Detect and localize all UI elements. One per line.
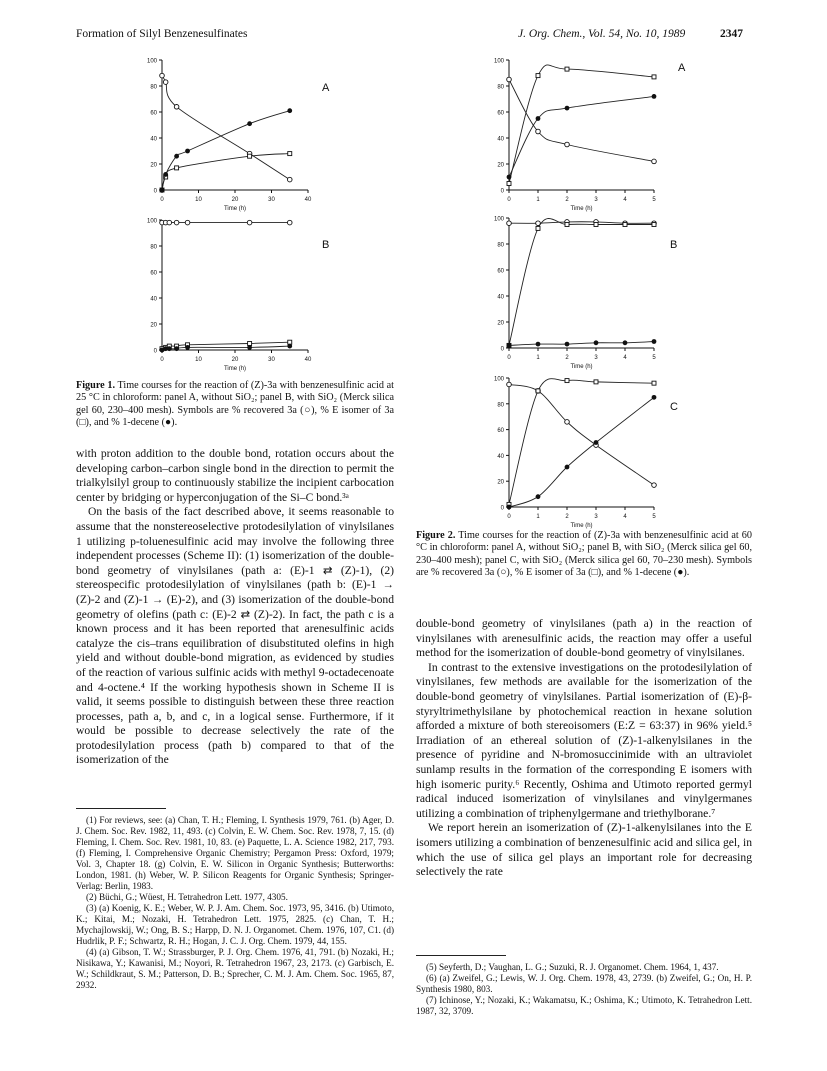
p1-y-tick-label: 0 bbox=[153, 348, 157, 355]
p4-point-open-square bbox=[565, 379, 569, 383]
figure1-caption-text: Time courses for the reaction of (Z)-3a with benzenesulfinic acid at 25 °C in chloroform: panel A, without SiO₂; panel B, with SiO₂ (Merck silica gel 60, 230–400 mesh). Symbols are % recovered 3a (○), % E isomer of 3a (□), and % 1-decene (●). bbox=[76, 380, 394, 429]
p1-series-1-curve bbox=[162, 342, 290, 349]
figure1-caption-label: Figure 1. bbox=[76, 380, 115, 391]
p4-series-1-curve bbox=[509, 379, 654, 505]
footnote-6: (6) (a) Zweifel, G.; Lewis, W. J. Org. Chem. 1978, 43, 2739. (b) Zweifel, G.; On, H. P. Synthesis 1980, 803. bbox=[416, 973, 752, 994]
p2-x-tick-label: 1 bbox=[536, 197, 540, 203]
p3-x-axis-label: Time (h) bbox=[570, 364, 593, 370]
p1-x-tick-label: 30 bbox=[268, 357, 275, 363]
p2-point-filled-circle bbox=[565, 106, 570, 111]
p1-point-filled-circle bbox=[160, 348, 165, 353]
footnote-4: (4) (a) Gibson, T. W.; Strassburger, P. J. Org. Chem. 1976, 41, 791. (b) Nozaki, H.; Nisikawa, Y.; Kawanisi, M.; Noyori, R. Tetrahedron 1967, 23, 2173. (c) Garbisch, E. W.; Schildkraut, S. M.; Patterson, D. B.; Sprecher, C. M. J. Am. Chem. Soc. 1965, 87, 2932. bbox=[76, 947, 394, 990]
figure2-caption bbox=[416, 530, 752, 580]
p0-point-open-square bbox=[160, 188, 164, 192]
p0-point-filled-circle bbox=[185, 149, 190, 154]
p1-x-axis-label: Time (h) bbox=[223, 366, 247, 372]
p4-point-filled-circle bbox=[652, 395, 657, 400]
p1-point-filled-circle bbox=[174, 346, 179, 351]
p3-series-0-curve bbox=[509, 222, 654, 224]
figure2-caption-label: Figure 2. bbox=[416, 530, 456, 541]
p4-point-open-square bbox=[594, 380, 598, 384]
p0-point-filled-circle bbox=[163, 172, 168, 177]
p1-point-open-circle bbox=[247, 220, 252, 225]
p3-point-open-square bbox=[507, 343, 511, 347]
right-paragraph-2: In contrast to the extensive investigations on the protodesilylation of vinylsilanes, few methods are available for the isomerization of the double-bond geometry of vinylsilanes. Partial isomerization of (E)-β-styryltrimethylsilane by photochemical reaction in hexane solution afforded a mixture of both stereoisomers (E:Z = 63:37) in 96% yield.⁵ Irradiation of an ethereal solution of (Z)-1-alkenylsilanes in the presence of pyridine and N-bromosuccinimide with an ultraviolet sunlamp results in the formation of the corresponding E isomers with high isomeric purity.⁶ Recently, Oshima and Utimoto reported germyl radical induced isomerization of vinylsilanes and vinylgermanes utilizing a combination of triphenylgermane and triethylborane.⁷ bbox=[416, 660, 752, 820]
p4-series-2-curve bbox=[509, 397, 654, 507]
p1-point-open-square bbox=[167, 344, 171, 348]
p0-x-tick-label: 10 bbox=[195, 197, 202, 203]
p0-y-tick-label: 80 bbox=[150, 84, 157, 91]
journal-citation: J. Org. Chem., Vol. 54, No. 10, 1989 bbox=[518, 28, 686, 40]
p4-x-tick-label: 1 bbox=[536, 514, 540, 520]
p4-point-open-circle bbox=[594, 443, 599, 448]
p1-point-filled-circle bbox=[163, 346, 168, 351]
p2-x-tick-label: 4 bbox=[623, 197, 627, 203]
p1-y-tick-label: 40 bbox=[150, 296, 157, 303]
p4-y-tick-label: 40 bbox=[497, 453, 504, 460]
p1-point-open-circle bbox=[185, 220, 190, 225]
p2-point-open-square bbox=[536, 74, 540, 78]
p3-y-tick-label: 20 bbox=[497, 320, 504, 327]
p2-series-0-curve bbox=[509, 80, 654, 162]
p3-point-filled-circle bbox=[623, 340, 628, 345]
page-number: 2347 bbox=[720, 28, 743, 40]
p3-point-open-circle bbox=[507, 221, 512, 226]
p0-point-open-circle bbox=[174, 105, 179, 110]
p2-x-tick-label: 5 bbox=[652, 197, 656, 203]
p4-x-axis-label: Time (h) bbox=[570, 523, 593, 529]
p1-point-open-circle bbox=[287, 220, 292, 225]
footnote-1: (1) For reviews, see: (a) Chan, T. H.; Fleming, I. Synthesis 1979, 761. (b) Ager, D. J. Chem. Soc. Rev. 1982, 11, 493. (c) Colvin, E. W. Chem. Soc. Rev. 1978, 7, 15. (d) Fleming, I. Chem. Soc. Rev. 1981, 10, 83. (e) Paquette, L. A. Science 1982, 217, 793. (f) Fleming, I. Comprehensive Organic Chemistry; Pergamon Press: Oxford, 1979; Vol. 3, Chapter 18. (g) Colvin, E. W. Silicon in Organic Synthesis; Butterworths: London, 1981. (h) Weber, W. P. Silicon Reagents for Organic Synthesis; Springer-Verlag: Berlin, 1983. bbox=[76, 815, 394, 891]
p1-point-filled-circle bbox=[247, 345, 252, 350]
p0-x-axis-label: Time (h) bbox=[223, 206, 247, 212]
p2-y-tick-label: 40 bbox=[497, 136, 504, 143]
p2-point-filled-circle bbox=[536, 116, 541, 121]
p1-point-open-square bbox=[175, 344, 179, 348]
p0-y-tick-label: 20 bbox=[150, 162, 157, 169]
p1-point-filled-circle bbox=[167, 346, 172, 351]
p2-point-open-circle bbox=[565, 142, 570, 147]
p1-point-open-circle bbox=[174, 220, 179, 225]
p1-point-open-square bbox=[186, 343, 190, 347]
p3-point-filled-circle bbox=[536, 342, 541, 347]
p2-y-tick-label: 80 bbox=[497, 84, 504, 91]
p1-x-tick-label: 10 bbox=[195, 357, 202, 363]
p3-point-open-square bbox=[652, 223, 656, 227]
footnote-7: (7) Ichinose, Y.; Nozaki, K.; Wakamatsu, K.; Oshima, K.; Utimoto, K. Tetrahedron Lett. 1987, 32, 3709. bbox=[416, 995, 752, 1016]
p0-series-1-curve bbox=[162, 154, 290, 190]
p4-panel-label: C bbox=[670, 401, 678, 413]
running-head: Formation of Silyl Benzenesulfinates bbox=[76, 28, 248, 40]
figure1-caption bbox=[76, 380, 394, 430]
p3-x-tick-label: 2 bbox=[565, 355, 569, 361]
p1-point-filled-circle bbox=[185, 345, 190, 350]
p1-point-open-square bbox=[160, 347, 164, 351]
p0-point-open-square bbox=[288, 152, 292, 156]
p0-series-0-curve bbox=[162, 76, 290, 180]
p3-point-open-square bbox=[565, 223, 569, 227]
right-paragraph-1: double-bond geometry of vinylsilanes (path a) in the reaction of vinylsilanes with arenesulfinic acids, the reaction may offer a useful method for the isomerization of double-bond geometry of vinylsilanes. bbox=[416, 617, 752, 660]
p2-point-open-circle bbox=[652, 159, 657, 164]
left-paragraph-2: On the basis of the fact described above, it seems reasonable to assume that the nonstereoselective protodesilylation of vinylsilanes 1 utilizing p-toluenesulfinic acid may involve the following three independent processes (Scheme II): (1) isomerization of the double-bond geometry of vinylsilanes (path a: (E)-1 ⇄ (Z)-1), (2) stereospecific protodesilylation of vinylsilanes (path b: (E)-1 → (Z)-2 and (Z)-1 → (E)-2), and (3) isomerization of the double-bond geometry of olefins (path c: (E)-2 ⇄ (Z)-2). In fact, the path c is a known process and it has been reported that arenesulfinic acids catalyze the cis–trans equilibration of disubstituted olefins in high yield and without double-bond migration, as evidenced by studies of the reaction of various sulfinic acids with methyl 9-octadecenoate and 4-octene.⁴ If the working hypothesis shown in Scheme II is valid, it seems possible to distinguish between these three reaction processes, path a, b, and c, in a logical sense. Furthermore, if it would be possible to decrease selectively the rate of the protodesilylation process (path b) compared to that of the isomerization of the bbox=[76, 505, 394, 767]
p3-point-open-square bbox=[594, 223, 598, 227]
p1-point-open-circle bbox=[160, 220, 165, 225]
p4-x-tick-label: 5 bbox=[652, 514, 656, 520]
p4-point-open-circle bbox=[565, 420, 570, 425]
p3-y-tick-label: 0 bbox=[500, 346, 504, 353]
p4-x-tick-label: 4 bbox=[623, 514, 627, 520]
p3-point-filled-circle bbox=[652, 339, 657, 344]
p2-point-open-circle bbox=[507, 77, 512, 82]
p2-series-1-curve bbox=[509, 65, 654, 184]
p0-point-open-square bbox=[164, 175, 168, 179]
p4-x-tick-label: 0 bbox=[507, 514, 511, 520]
p3-x-tick-label: 4 bbox=[623, 355, 627, 361]
p0-x-tick-label: 20 bbox=[231, 197, 239, 203]
p0-point-open-circle bbox=[160, 73, 165, 78]
p3-x-tick-label: 5 bbox=[652, 355, 656, 361]
p3-x-tick-label: 1 bbox=[536, 355, 540, 361]
p2-x-tick-label: 3 bbox=[594, 197, 598, 203]
p2-point-open-square bbox=[565, 67, 569, 71]
p4-y-tick-label: 80 bbox=[497, 402, 504, 409]
p0-y-tick-label: 100 bbox=[146, 58, 157, 65]
p4-y-tick-label: 100 bbox=[493, 376, 504, 383]
left-column-body bbox=[76, 447, 394, 768]
p2-point-filled-circle bbox=[507, 175, 512, 180]
footnote-rule-right bbox=[416, 955, 506, 956]
p4-y-tick-label: 0 bbox=[500, 505, 504, 512]
p1-panel-label: B bbox=[322, 239, 330, 251]
p2-point-filled-circle bbox=[652, 94, 657, 99]
p0-point-open-circle bbox=[247, 151, 252, 156]
p0-point-open-circle bbox=[163, 80, 168, 85]
p2-x-tick-label: 0 bbox=[507, 197, 511, 203]
p4-x-tick-label: 3 bbox=[594, 514, 598, 520]
p1-point-open-square bbox=[288, 340, 292, 344]
p3-point-filled-circle bbox=[507, 343, 512, 348]
p3-point-open-circle bbox=[623, 221, 628, 226]
p1-x-tick-label: 20 bbox=[231, 357, 239, 363]
p1-y-tick-label: 100 bbox=[146, 218, 157, 225]
p0-point-filled-circle bbox=[174, 154, 179, 159]
p3-y-tick-label: 100 bbox=[493, 216, 504, 223]
p3-panel-label: B bbox=[670, 239, 678, 251]
p0-y-tick-label: 60 bbox=[150, 110, 157, 117]
p1-y-tick-label: 60 bbox=[150, 270, 157, 277]
p0-y-tick-label: 40 bbox=[150, 136, 157, 143]
p1-x-tick-label: 0 bbox=[160, 357, 164, 363]
p0-point-filled-circle bbox=[160, 188, 165, 193]
p2-y-tick-label: 0 bbox=[500, 188, 504, 195]
p2-point-open-square bbox=[507, 182, 511, 186]
p0-y-tick-label: 0 bbox=[153, 188, 157, 195]
p0-x-tick-label: 40 bbox=[304, 197, 312, 203]
p0-x-tick-label: 0 bbox=[160, 197, 164, 203]
p1-point-open-square bbox=[164, 345, 168, 349]
p4-point-open-circle bbox=[507, 382, 512, 387]
p4-point-filled-circle bbox=[536, 494, 541, 499]
right-paragraph-3: We report herein an isomerization of (Z)-1-alkenylsilanes into the E isomers utilizing a combination of benzenesulfinic acid and silica gel, in which the use of silica gel plays an important role for decreasing selectively the rate bbox=[416, 821, 752, 879]
p3-x-tick-label: 0 bbox=[507, 355, 511, 361]
left-paragraph-1: with proton addition to the double bond, rotation occurs about the developing carbon–carbon single bond in the direction to permit the trialkylsilyl group to continuously stabilize the incipient carbocation center by bridging or hyperconjugation of the Si–C bond.³ᵃ bbox=[76, 447, 394, 504]
p2-y-tick-label: 60 bbox=[497, 110, 504, 117]
p4-point-filled-circle bbox=[565, 465, 570, 470]
footnote-5: (5) Seyferth, D.; Vaughan, L. G.; Suzuki, R. J. Organomet. Chem. 1964, 1, 437. bbox=[426, 962, 719, 972]
p2-panel-label: A bbox=[678, 62, 686, 74]
p4-point-open-circle bbox=[652, 483, 657, 488]
p1-point-open-circle bbox=[167, 220, 172, 225]
p0-point-filled-circle bbox=[247, 121, 252, 126]
p0-point-open-square bbox=[175, 166, 179, 170]
p3-point-open-square bbox=[536, 226, 540, 230]
p1-point-filled-circle bbox=[287, 344, 292, 349]
p0-point-filled-circle bbox=[287, 108, 292, 113]
p1-point-open-circle bbox=[163, 220, 168, 225]
p1-point-open-square bbox=[248, 342, 252, 346]
p3-y-tick-label: 80 bbox=[497, 242, 504, 249]
p3-point-open-square bbox=[623, 223, 627, 227]
p2-x-tick-label: 2 bbox=[565, 197, 569, 203]
p0-series-2-curve bbox=[162, 111, 290, 190]
p3-point-filled-circle bbox=[565, 342, 570, 347]
p0-point-open-square bbox=[248, 154, 252, 158]
p3-y-tick-label: 40 bbox=[497, 294, 504, 301]
footnote-rule-left bbox=[76, 808, 166, 809]
p3-point-open-circle bbox=[652, 221, 657, 226]
p2-x-axis-label: Time (h) bbox=[570, 206, 593, 212]
p3-point-filled-circle bbox=[594, 340, 599, 345]
p1-y-tick-label: 20 bbox=[150, 322, 157, 329]
p4-x-tick-label: 2 bbox=[565, 514, 569, 520]
footnotes-right bbox=[416, 962, 752, 1017]
p2-point-open-square bbox=[652, 75, 656, 79]
p1-x-tick-label: 40 bbox=[304, 357, 312, 363]
p3-y-tick-label: 60 bbox=[497, 268, 504, 275]
p3-series-2-curve bbox=[509, 342, 654, 346]
p4-point-open-circle bbox=[536, 389, 541, 394]
p3-x-tick-label: 3 bbox=[594, 355, 598, 361]
p2-series-2-curve bbox=[509, 96, 654, 177]
p4-point-filled-circle bbox=[594, 440, 599, 445]
footnotes-left bbox=[76, 815, 394, 991]
figure2-caption-text: Time courses for the reaction of (Z)-3a with benzenesulfinic acid at 60 °C in chloroform: panel A, without SiO₂; panel B, with SiO₂ (Merck silica gel 60, 230–400 mesh); panel C, with SiO₂ (Merck silica gel 60, 70–230 mesh). Symbols are % recovered 3a (○), % E isomer of 3a (□), and % 1-decene (●). bbox=[416, 530, 752, 579]
p2-point-open-circle bbox=[536, 129, 541, 134]
p0-point-open-circle bbox=[287, 177, 292, 182]
p4-y-tick-label: 20 bbox=[497, 479, 504, 486]
p3-series-1-curve bbox=[509, 218, 654, 345]
right-column-body bbox=[416, 617, 752, 880]
footnote-3: (3) (a) Koenig, K. E.; Weber, W. P. J. Am. Chem. Soc. 1973, 95, 3416. (b) Utimoto, K.; Kitai, M.; Nozaki, H. Tetrahedron Lett. 1975, 2825. (c) Chan, T. H.; Mychajlowskij, W.; Ong, B. S.; Harpp, D. N. J. Organomet. Chem. 1976, 107, C1. (d) Hudrlik, P. F.; Schwartz, R. H.; Hogan, J. C. J. Org. Chem. 1979, 44, 155. bbox=[76, 903, 394, 946]
p4-point-filled-circle bbox=[507, 505, 512, 510]
p4-series-0-curve bbox=[509, 384, 654, 485]
p0-x-tick-label: 30 bbox=[268, 197, 275, 203]
p2-y-tick-label: 20 bbox=[497, 162, 504, 169]
p3-point-open-circle bbox=[594, 220, 599, 225]
p1-series-2-curve bbox=[162, 346, 290, 350]
p2-y-tick-label: 100 bbox=[493, 58, 504, 65]
p4-point-open-square bbox=[507, 502, 511, 506]
p1-y-tick-label: 80 bbox=[150, 244, 157, 251]
p4-point-open-square bbox=[536, 389, 540, 393]
p4-point-open-square bbox=[652, 381, 656, 385]
p3-point-open-circle bbox=[565, 220, 570, 225]
p4-y-tick-label: 60 bbox=[497, 428, 504, 435]
p0-panel-label: A bbox=[322, 82, 330, 94]
footnote-2: (2) Büchi, G.; Wüest, H. Tetrahedron Lett. 1977, 4305. bbox=[86, 892, 288, 902]
p3-point-open-circle bbox=[536, 221, 541, 226]
